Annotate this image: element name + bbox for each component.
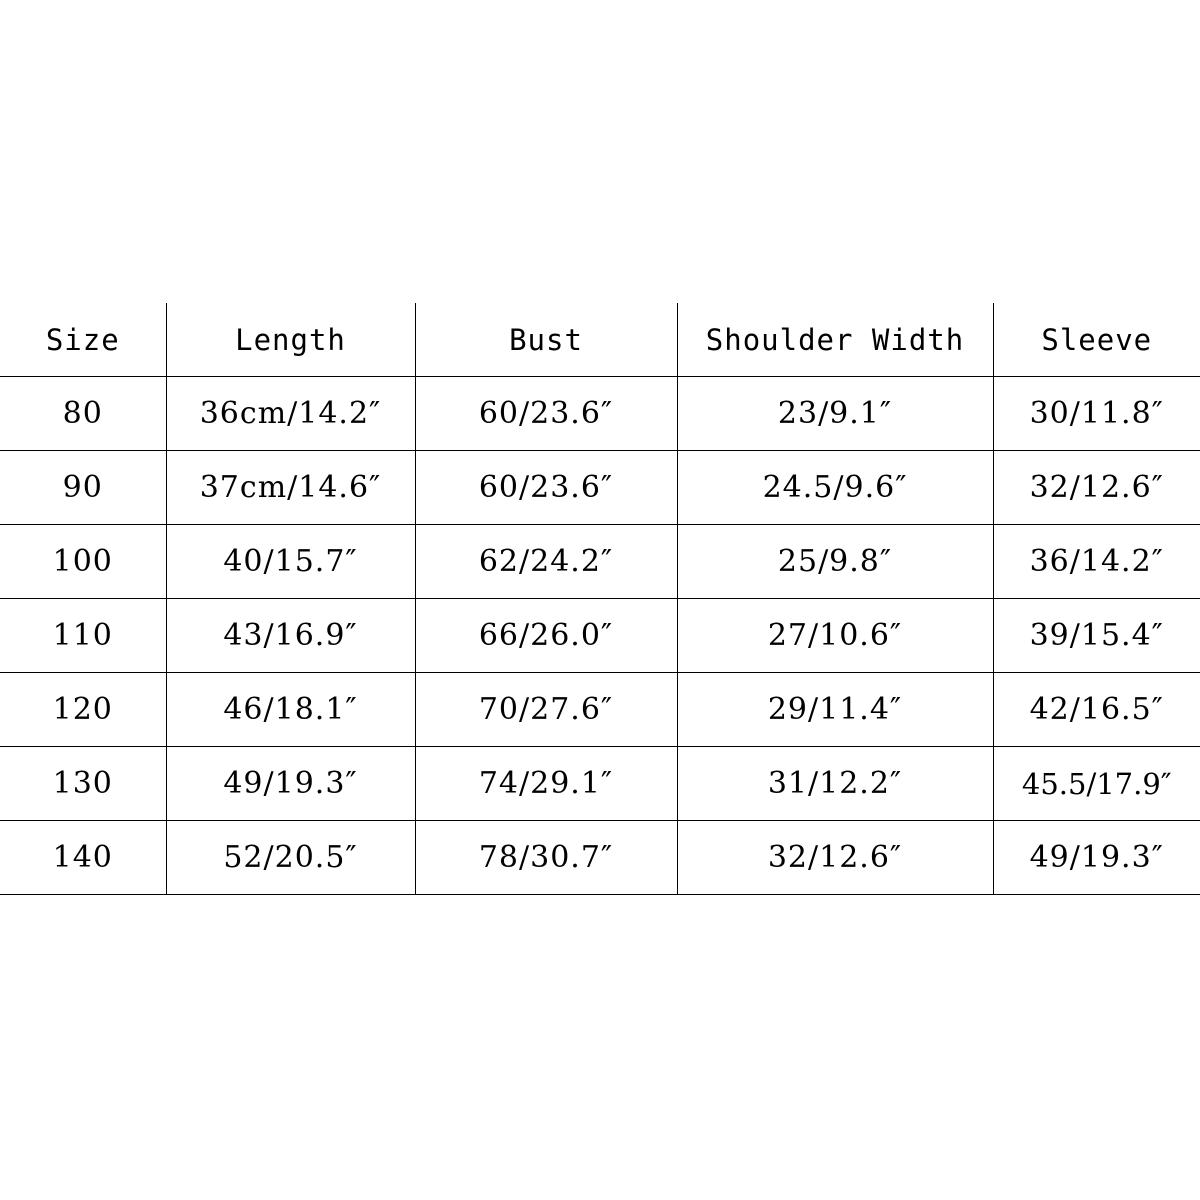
cell-size: 90 [0, 451, 166, 525]
cell-length: 46/18.1″ [166, 673, 415, 747]
table-row [0, 747, 1200, 821]
header-length: Length [166, 303, 415, 377]
cell-bust: 62/24.2″ [415, 525, 677, 599]
cell-sleeve: 49/19.3″ [993, 821, 1200, 895]
cell-size: 140 [0, 821, 166, 895]
cell-bust: 78/30.7″ [415, 821, 677, 895]
cell-length: 49/19.3″ [166, 747, 415, 821]
cell-sleeve: 36/14.2″ [993, 525, 1200, 599]
table-row [0, 377, 1200, 451]
header-sleeve: Sleeve [993, 303, 1200, 377]
cell-bust: 66/26.0″ [415, 599, 677, 673]
cell-length: 52/20.5″ [166, 821, 415, 895]
cell-size: 120 [0, 673, 166, 747]
table-row [0, 821, 1200, 895]
cell-bust: 70/27.6″ [415, 673, 677, 747]
header-shoulder-width: Shoulder Width [677, 303, 993, 377]
cell-shoulder-width: 29/11.4″ [677, 673, 993, 747]
cell-size: 100 [0, 525, 166, 599]
cell-bust: 60/23.6″ [415, 377, 677, 451]
cell-bust: 60/23.6″ [415, 451, 677, 525]
cell-shoulder-width: 24.5/9.6″ [677, 451, 993, 525]
cell-length: 43/16.9″ [166, 599, 415, 673]
cell-shoulder-width: 32/12.6″ [677, 821, 993, 895]
cell-size: 80 [0, 377, 166, 451]
cell-sleeve: 39/15.4″ [993, 599, 1200, 673]
table-row [0, 525, 1200, 599]
cell-shoulder-width: 31/12.2″ [677, 747, 993, 821]
cell-length: 37cm/14.6″ [166, 451, 415, 525]
cell-shoulder-width: 25/9.8″ [677, 525, 993, 599]
cell-sleeve: 32/12.6″ [993, 451, 1200, 525]
size-chart-table [0, 303, 1200, 895]
header-size: Size [0, 303, 166, 377]
table-row [0, 673, 1200, 747]
table-row [0, 451, 1200, 525]
cell-size: 130 [0, 747, 166, 821]
cell-shoulder-width: 27/10.6″ [677, 599, 993, 673]
cell-length: 40/15.7″ [166, 525, 415, 599]
cell-shoulder-width: 23/9.1″ [677, 377, 993, 451]
cell-sleeve: 30/11.8″ [993, 377, 1200, 451]
table-row [0, 599, 1200, 673]
header-bust: Bust [415, 303, 677, 377]
cell-sleeve: 45.5/17.9″ [993, 747, 1200, 821]
table-header-row [0, 303, 1200, 377]
cell-bust: 74/29.1″ [415, 747, 677, 821]
cell-size: 110 [0, 599, 166, 673]
cell-sleeve: 42/16.5″ [993, 673, 1200, 747]
cell-length: 36cm/14.2″ [166, 377, 415, 451]
